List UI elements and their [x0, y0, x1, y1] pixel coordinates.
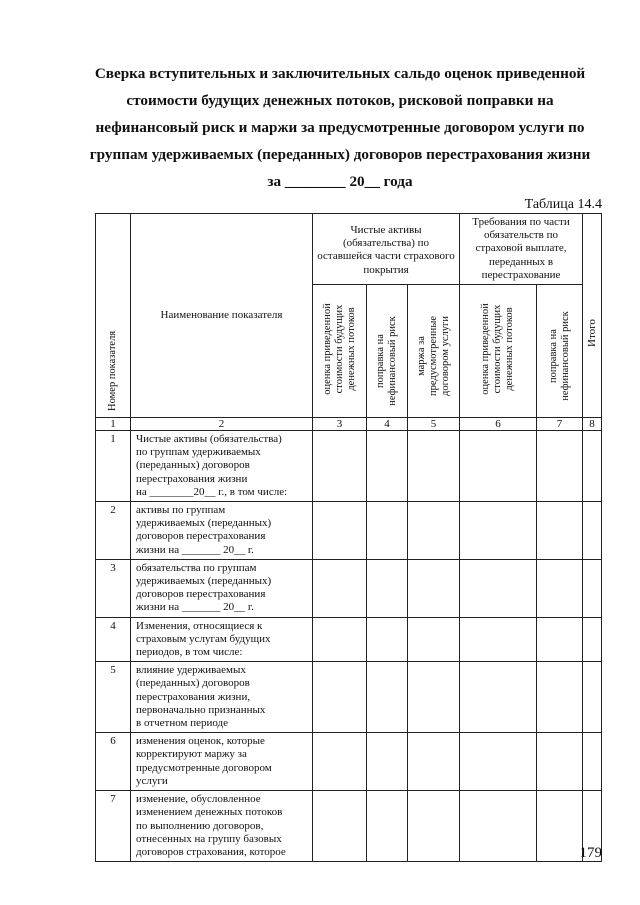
header-indicator-name: Наименование показателя	[131, 214, 313, 418]
row-label-line: по группам удерживаемых	[136, 446, 261, 459]
data-cell	[460, 733, 537, 791]
data-cell	[537, 662, 583, 733]
row-label-line: (переданных) договоров	[136, 459, 250, 472]
data-cell	[583, 617, 602, 662]
row-label-line: договоров страхования, которое	[136, 845, 286, 858]
data-cell	[408, 662, 460, 733]
row-label	[131, 617, 313, 662]
row-label-line: корректируют маржу за	[136, 748, 247, 761]
data-cell	[367, 791, 408, 862]
column-number: 3	[313, 418, 367, 431]
data-cell	[408, 559, 460, 617]
row-number: 3	[96, 559, 131, 617]
document-title	[60, 60, 620, 195]
row-label-line: договоров перестрахования	[136, 588, 266, 601]
data-cell	[537, 502, 583, 560]
data-cell	[313, 559, 367, 617]
header-sub-risk-b: поправка на нефинансовый риск	[537, 285, 583, 418]
column-number: 1	[96, 418, 131, 431]
row-label-line: периодов, в том числе:	[136, 646, 243, 659]
column-number: 8	[583, 418, 602, 431]
row-label-line: (переданных) договоров	[136, 677, 250, 690]
table-row	[96, 431, 602, 502]
header-sub-pv-a: оценка приведенной стоимости будущих денежных потоков	[313, 285, 367, 418]
row-label	[131, 431, 313, 502]
table-row	[96, 791, 602, 862]
column-number-row	[96, 418, 602, 431]
column-number: 4	[367, 418, 408, 431]
row-label	[131, 662, 313, 733]
data-cell	[367, 617, 408, 662]
header-sub-pv-b: оценка приведенной стоимости будущих денежных потоков	[460, 285, 537, 418]
table-row	[96, 617, 602, 662]
table-row	[96, 662, 602, 733]
row-number: 5	[96, 662, 131, 733]
row-label-line: обязательства по группам	[136, 561, 257, 574]
row-label-line: изменение, обусловленное	[136, 793, 261, 806]
row-label-line: страховым услугам будущих	[136, 632, 271, 645]
data-cell	[408, 502, 460, 560]
table-row	[96, 502, 602, 560]
data-cell	[460, 431, 537, 502]
row-label-line: удерживаемых (переданных)	[136, 517, 272, 530]
data-cell	[583, 431, 602, 502]
title-line: Сверка вступительных и заключительных сальдо оценок приведенной	[94, 65, 586, 82]
header-row-number: Номер показателя	[96, 214, 131, 418]
data-cell	[460, 502, 537, 560]
row-label-line: Изменения, относящиеся к	[136, 619, 263, 632]
table-row	[96, 559, 602, 617]
row-label-line: договоров перестрахования	[136, 530, 266, 543]
row-label-line: услуги	[136, 774, 168, 787]
data-cell	[408, 791, 460, 862]
data-cell	[460, 791, 537, 862]
table-row	[96, 733, 602, 791]
header-group-net-assets: Чистые активы (обязательства) по оставшейся части страхового покрытия	[313, 214, 460, 285]
header-total: Итого	[583, 214, 602, 418]
row-label-line: на ________20__ г., в том числе:	[136, 485, 288, 498]
data-cell	[313, 431, 367, 502]
title-line: нефинансовый риск и маржи за предусмотренные договором услуги по	[95, 119, 585, 136]
data-cell	[537, 617, 583, 662]
data-cell	[367, 559, 408, 617]
row-number: 6	[96, 733, 131, 791]
row-number: 7	[96, 791, 131, 862]
row-label-line: в отчетном периоде	[136, 717, 229, 730]
row-number: 4	[96, 617, 131, 662]
data-cell	[537, 559, 583, 617]
data-cell	[313, 733, 367, 791]
row-label-line: перестрахования жизни	[136, 472, 248, 485]
data-cell	[460, 559, 537, 617]
row-label-line: первоначально признанных	[136, 703, 266, 716]
column-number: 6	[460, 418, 537, 431]
title-line: за ________ 20__ года	[267, 173, 413, 190]
data-cell	[537, 791, 583, 862]
row-label-line: изменением денежных потоков	[136, 806, 283, 819]
column-number: 2	[131, 418, 313, 431]
header-group-claims: Требования по части обязательств по страховой выплате, переданных в перестрахование	[460, 214, 583, 285]
data-cell	[367, 733, 408, 791]
data-cell	[537, 733, 583, 791]
row-label	[131, 559, 313, 617]
data-cell	[313, 791, 367, 862]
row-label-line: жизни на _______ 20__ г.	[136, 601, 254, 614]
title-line: группам удерживаемых (переданных) договоров перестрахования жизни	[89, 146, 591, 163]
data-cell	[313, 617, 367, 662]
data-cell	[537, 431, 583, 502]
header-sub-risk-a: поправка на нефинансовый риск	[367, 285, 408, 418]
data-cell	[367, 431, 408, 502]
data-cell	[367, 662, 408, 733]
row-label-line: жизни на _______ 20__ г.	[136, 543, 254, 556]
row-label-line: влияние удерживаемых	[136, 664, 246, 677]
row-label	[131, 791, 313, 862]
data-cell	[583, 733, 602, 791]
data-cell	[460, 617, 537, 662]
data-cell	[408, 431, 460, 502]
row-label-line: предусмотренные договором	[136, 761, 272, 774]
data-cell	[408, 733, 460, 791]
row-number: 2	[96, 502, 131, 560]
column-number: 5	[408, 418, 460, 431]
row-label-line: перестрахования жизни,	[136, 690, 251, 703]
row-label	[131, 733, 313, 791]
row-label	[131, 502, 313, 560]
row-label-line: удерживаемых (переданных)	[136, 575, 272, 588]
data-cell	[460, 662, 537, 733]
data-cell	[408, 617, 460, 662]
reconciliation-table	[95, 213, 602, 862]
row-label-line: изменения оценок, которые	[136, 735, 265, 748]
data-cell	[583, 559, 602, 617]
row-number: 1	[96, 431, 131, 502]
data-cell	[583, 502, 602, 560]
data-cell	[313, 662, 367, 733]
row-label-line: Чистые активы (обязательства)	[136, 433, 282, 446]
title-line: стоимости будущих денежных потоков, рисковой поправки на	[126, 92, 554, 109]
row-label-line: по выполнению договоров,	[136, 819, 264, 832]
table-label: Таблица 14.4	[524, 197, 602, 212]
data-cell	[367, 502, 408, 560]
row-label-line: отнесенных на группу базовых	[136, 832, 282, 845]
data-cell	[583, 662, 602, 733]
header-sub-margin: маржа за предусмотренные договором услуги	[408, 285, 460, 418]
page-number: 179	[579, 845, 602, 861]
row-label-line: активы по группам	[136, 504, 226, 517]
column-number: 7	[537, 418, 583, 431]
data-cell	[313, 502, 367, 560]
